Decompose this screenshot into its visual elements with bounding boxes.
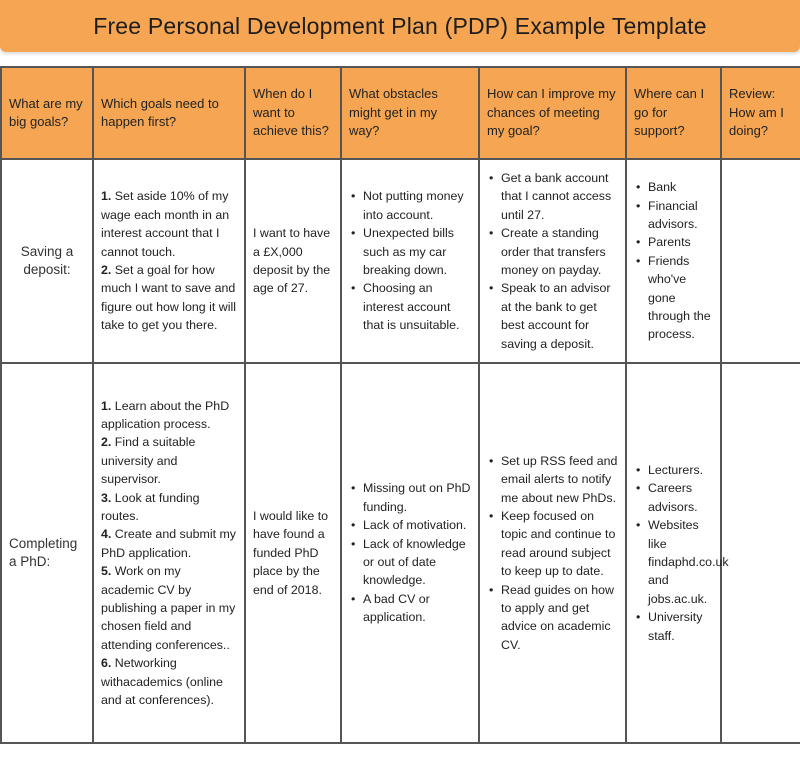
list-item: • Websites like findaphd.co.uk and jobs.ac.uk. (648, 516, 713, 608)
step-item (101, 187, 237, 261)
list-item: • A bad CV or application. (363, 590, 471, 627)
header-row (1, 67, 800, 159)
support-list (634, 461, 729, 645)
list-item: • Set up RSS feed and email alerts to notify me about new PhDs. (501, 452, 618, 507)
column-header: How can I improve my chances of meeting my goal? (479, 67, 626, 159)
obstacles-cell (341, 159, 479, 363)
steps-cell (93, 363, 245, 743)
step-number: 3. (101, 490, 112, 505)
column-header: What are my big goals? (1, 67, 93, 159)
step-item (101, 397, 237, 434)
step-text: Set a goal for how much I want to save and figure out how long it will take to get you there. (101, 263, 236, 333)
when-cell: I would like to have found a funded PhD place by the end of 2018. (245, 363, 341, 743)
review-cell (721, 363, 800, 743)
when-cell: I want to have a £X,000 deposit by the age of 27. (245, 159, 341, 363)
page-title: Free Personal Development Plan (PDP) Example Template (93, 12, 707, 39)
improve-list (487, 169, 618, 353)
improve-cell (479, 159, 626, 363)
list-item: • Create a standing order that transfers money on payday. (501, 224, 618, 279)
list-item: • Financial advisors. (648, 197, 713, 234)
step-number: 6. (101, 656, 112, 671)
list-item: • Bank (648, 178, 713, 196)
step-number: 4. (101, 527, 112, 542)
obstacles-cell (341, 363, 479, 743)
list-item: • Choosing an interest account that is unsuitable. (363, 279, 471, 334)
step-text: Work on my academic CV by publishing a paper in my chosen field and attending conferences.. (101, 564, 236, 652)
list-item: • Not putting money into account. (363, 187, 471, 224)
step-text: Set aside 10% of my wage each month in an interest account that I cannot touch. (101, 189, 230, 259)
pdp-table (0, 66, 800, 744)
column-header: Which goals need to happen first? (93, 67, 245, 159)
list-item: • Read guides on how to apply and get advice on academic CV. (501, 581, 618, 655)
step-text: Networking withacademics (online and at conferences). (101, 656, 223, 708)
step-number: 1. (101, 398, 112, 413)
improve-cell (479, 363, 626, 743)
review-cell (721, 159, 800, 363)
step-number: 2. (101, 435, 112, 450)
support-cell (626, 363, 729, 743)
list-item: • Friends who've gone through the process. (648, 252, 713, 344)
step-text: Look at funding routes. (101, 490, 200, 523)
obstacles-list (349, 479, 471, 626)
support-list (634, 178, 713, 344)
step-item (101, 489, 237, 526)
step-number: 5. (101, 564, 112, 579)
list-item: • Lack of knowledge or out of date knowledge. (363, 535, 471, 590)
step-item (101, 261, 237, 335)
list-item: • University staff. (648, 608, 713, 645)
step-item (101, 433, 237, 488)
table-row (1, 159, 800, 363)
improve-list (487, 452, 618, 654)
column-header: What obstacles might get in my way? (341, 67, 479, 159)
list-item: • Careers advisors. (648, 479, 713, 516)
step-item (101, 654, 237, 709)
list-item: • Parents (648, 233, 713, 251)
list-item: • Unexpected bills such as my car breaking down. (363, 224, 471, 279)
step-item (101, 562, 237, 654)
list-item: • Keep focused on topic and continue to read around subject to keep up to date. (501, 507, 618, 581)
table-row (1, 363, 800, 743)
step-text: Find a suitable university and supervisor. (101, 435, 196, 487)
step-item (101, 525, 237, 562)
column-header: Where can I go for support? (626, 67, 721, 159)
column-header: When do I want to achieve this? (245, 67, 341, 159)
list-item: • Lecturers. (648, 461, 713, 479)
column-header: Review: How am I doing? (721, 67, 800, 159)
step-number: 2. (101, 263, 112, 277)
list-item: • Get a bank account that I cannot access until 27. (501, 169, 618, 224)
step-number: 1. (101, 189, 112, 204)
step-text: Create and submit my PhD application. (101, 527, 236, 560)
step-text: Learn about the PhD application process. (101, 398, 230, 431)
obstacles-list (349, 187, 471, 334)
list-item: • Missing out on PhD funding. (363, 479, 471, 516)
goal-cell: Completing a PhD: (1, 363, 93, 743)
steps-cell (93, 159, 245, 363)
goal-cell: Saving a deposit: (1, 159, 93, 363)
list-item: • Lack of motivation. (363, 516, 471, 534)
title-banner (0, 0, 800, 52)
list-item: • Speak to an advisor at the bank to get best account for saving a deposit. (501, 279, 618, 353)
support-cell (626, 159, 721, 363)
